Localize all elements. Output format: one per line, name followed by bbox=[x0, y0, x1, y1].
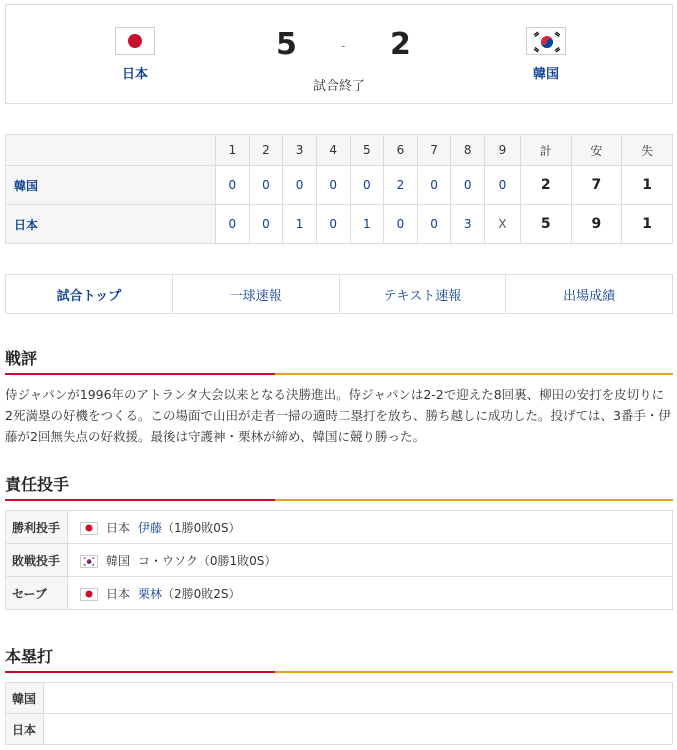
hits-header: 安 bbox=[571, 135, 622, 166]
linescore-row-away bbox=[6, 166, 673, 205]
inning-header: 3 bbox=[283, 135, 317, 166]
homerun-value bbox=[44, 683, 673, 714]
inning-cell[interactable]: 0 bbox=[451, 166, 485, 205]
pitcher-label: 勝利投手 bbox=[6, 511, 68, 544]
inning-cell[interactable]: 1 bbox=[283, 205, 317, 244]
away-team-name[interactable]: 韓国 bbox=[532, 67, 559, 82]
pitcher-value bbox=[68, 544, 673, 577]
pitchers-table bbox=[5, 510, 673, 610]
homeruns-heading: 本塁打 bbox=[5, 644, 673, 673]
pitcher-value bbox=[68, 511, 673, 544]
inning-cell[interactable]: 0 bbox=[417, 166, 451, 205]
inning-cell[interactable]: 0 bbox=[216, 166, 250, 205]
pitcher-row-save bbox=[6, 577, 673, 610]
away-score: 2 bbox=[390, 27, 411, 62]
tab-pitch-by-pitch[interactable]: 一球速報 bbox=[173, 275, 340, 313]
homerun-row bbox=[6, 683, 673, 714]
japan-flag-icon bbox=[80, 522, 98, 535]
pitcher-team: 日本 bbox=[106, 586, 131, 601]
home-team-name[interactable]: 日本 bbox=[121, 67, 148, 82]
game-summary-text: 侍ジャパンが1996年のアトランタ大会以来となる決勝進出。侍ジャパンは2-2で迎えた8回裏、柳田の安打を皮切りに2死満塁の好機をつくる。この場面で山田が走者一掃の適時二塁打を放ち、勝ち越しに成功した。投げては、3番手・伊藤が2回無失点の好救援。最後は守護神・栗林が締め、韓国に競り勝った。 bbox=[5, 387, 671, 444]
linescore-header-row bbox=[6, 135, 673, 166]
pitcher-record: （2勝0敗2S） bbox=[162, 586, 241, 601]
pitcher-row-win bbox=[6, 511, 673, 544]
linescore-team-away[interactable]: 韓国 bbox=[6, 166, 216, 205]
inning-cell[interactable]: 0 bbox=[384, 205, 418, 244]
inning-header: 1 bbox=[216, 135, 250, 166]
score-separator: - bbox=[341, 39, 346, 53]
homerun-row bbox=[6, 714, 673, 745]
inning-cell[interactable]: 1 bbox=[350, 205, 384, 244]
pitcher-value bbox=[68, 577, 673, 610]
errors-total: 1 bbox=[622, 166, 673, 205]
pitchers-heading: 責任投手 bbox=[5, 472, 673, 501]
score-header bbox=[5, 4, 673, 104]
tab-text-updates[interactable]: テキスト速報 bbox=[340, 275, 507, 313]
inning-cell[interactable]: 0 bbox=[249, 166, 283, 205]
inning-cell[interactable]: 0 bbox=[485, 166, 521, 205]
runs-header: 計 bbox=[520, 135, 571, 166]
inning-cell[interactable]: 0 bbox=[316, 166, 350, 205]
pitcher-record: （0勝1敗0S） bbox=[197, 553, 277, 568]
inning-cell[interactable]: 0 bbox=[216, 205, 250, 244]
pitcher-team: 日本 bbox=[106, 520, 131, 535]
errors-header: 失 bbox=[622, 135, 673, 166]
inning-cell[interactable]: 0 bbox=[316, 205, 350, 244]
linescore-team-home[interactable]: 日本 bbox=[6, 205, 216, 244]
homerun-value bbox=[44, 714, 673, 745]
pitcher-name: コ・ウソク bbox=[138, 553, 198, 568]
tab-game-top[interactable]: 試合トップ bbox=[6, 275, 173, 313]
inning-cell[interactable]: 0 bbox=[417, 205, 451, 244]
inning-header: 5 bbox=[350, 135, 384, 166]
korea-flag-icon bbox=[80, 555, 98, 568]
inning-cell: X bbox=[485, 205, 521, 244]
hits-total: 7 bbox=[571, 166, 622, 205]
korea-flag-icon bbox=[526, 27, 566, 55]
pitcher-label: セーブ bbox=[6, 577, 68, 610]
japan-flag-icon bbox=[115, 27, 155, 55]
inning-header: 8 bbox=[451, 135, 485, 166]
pitcher-name-link[interactable]: 栗林 bbox=[138, 586, 163, 601]
inning-header: 2 bbox=[249, 135, 283, 166]
homerun-team: 日本 bbox=[6, 714, 44, 745]
inning-cell[interactable]: 0 bbox=[249, 205, 283, 244]
inning-header: 9 bbox=[485, 135, 521, 166]
linescore-corner bbox=[6, 135, 216, 166]
inning-header: 6 bbox=[384, 135, 418, 166]
homeruns-table bbox=[5, 682, 673, 745]
linescore-table bbox=[5, 134, 673, 244]
pitcher-record: （1勝0敗0S） bbox=[162, 520, 241, 535]
away-team[interactable] bbox=[516, 27, 576, 82]
inning-cell[interactable]: 0 bbox=[350, 166, 384, 205]
homerun-team: 韓国 bbox=[6, 683, 44, 714]
pitcher-row-loss bbox=[6, 544, 673, 577]
runs-total: 5 bbox=[520, 205, 571, 244]
inning-cell[interactable]: 2 bbox=[384, 166, 418, 205]
home-score: 5 bbox=[276, 27, 297, 62]
home-team[interactable] bbox=[105, 27, 165, 82]
game-status: 試合終了 bbox=[312, 79, 365, 94]
inning-cell[interactable]: 0 bbox=[283, 166, 317, 205]
summary-heading: 戦評 bbox=[5, 346, 673, 375]
tab-player-stats[interactable]: 出場成績 bbox=[563, 288, 616, 304]
linescore-row-home bbox=[6, 205, 673, 244]
inning-header: 7 bbox=[417, 135, 451, 166]
inning-header: 4 bbox=[316, 135, 350, 166]
hits-total: 9 bbox=[571, 205, 622, 244]
inning-cell[interactable]: 3 bbox=[451, 205, 485, 244]
pitcher-name-link[interactable]: 伊藤 bbox=[138, 520, 163, 535]
japan-flag-icon bbox=[80, 588, 98, 601]
runs-total: 2 bbox=[520, 166, 571, 205]
errors-total: 1 bbox=[622, 205, 673, 244]
pitcher-team: 韓国 bbox=[106, 553, 131, 568]
pitcher-label: 敗戦投手 bbox=[6, 544, 68, 577]
game-nav-tabs bbox=[5, 274, 673, 314]
